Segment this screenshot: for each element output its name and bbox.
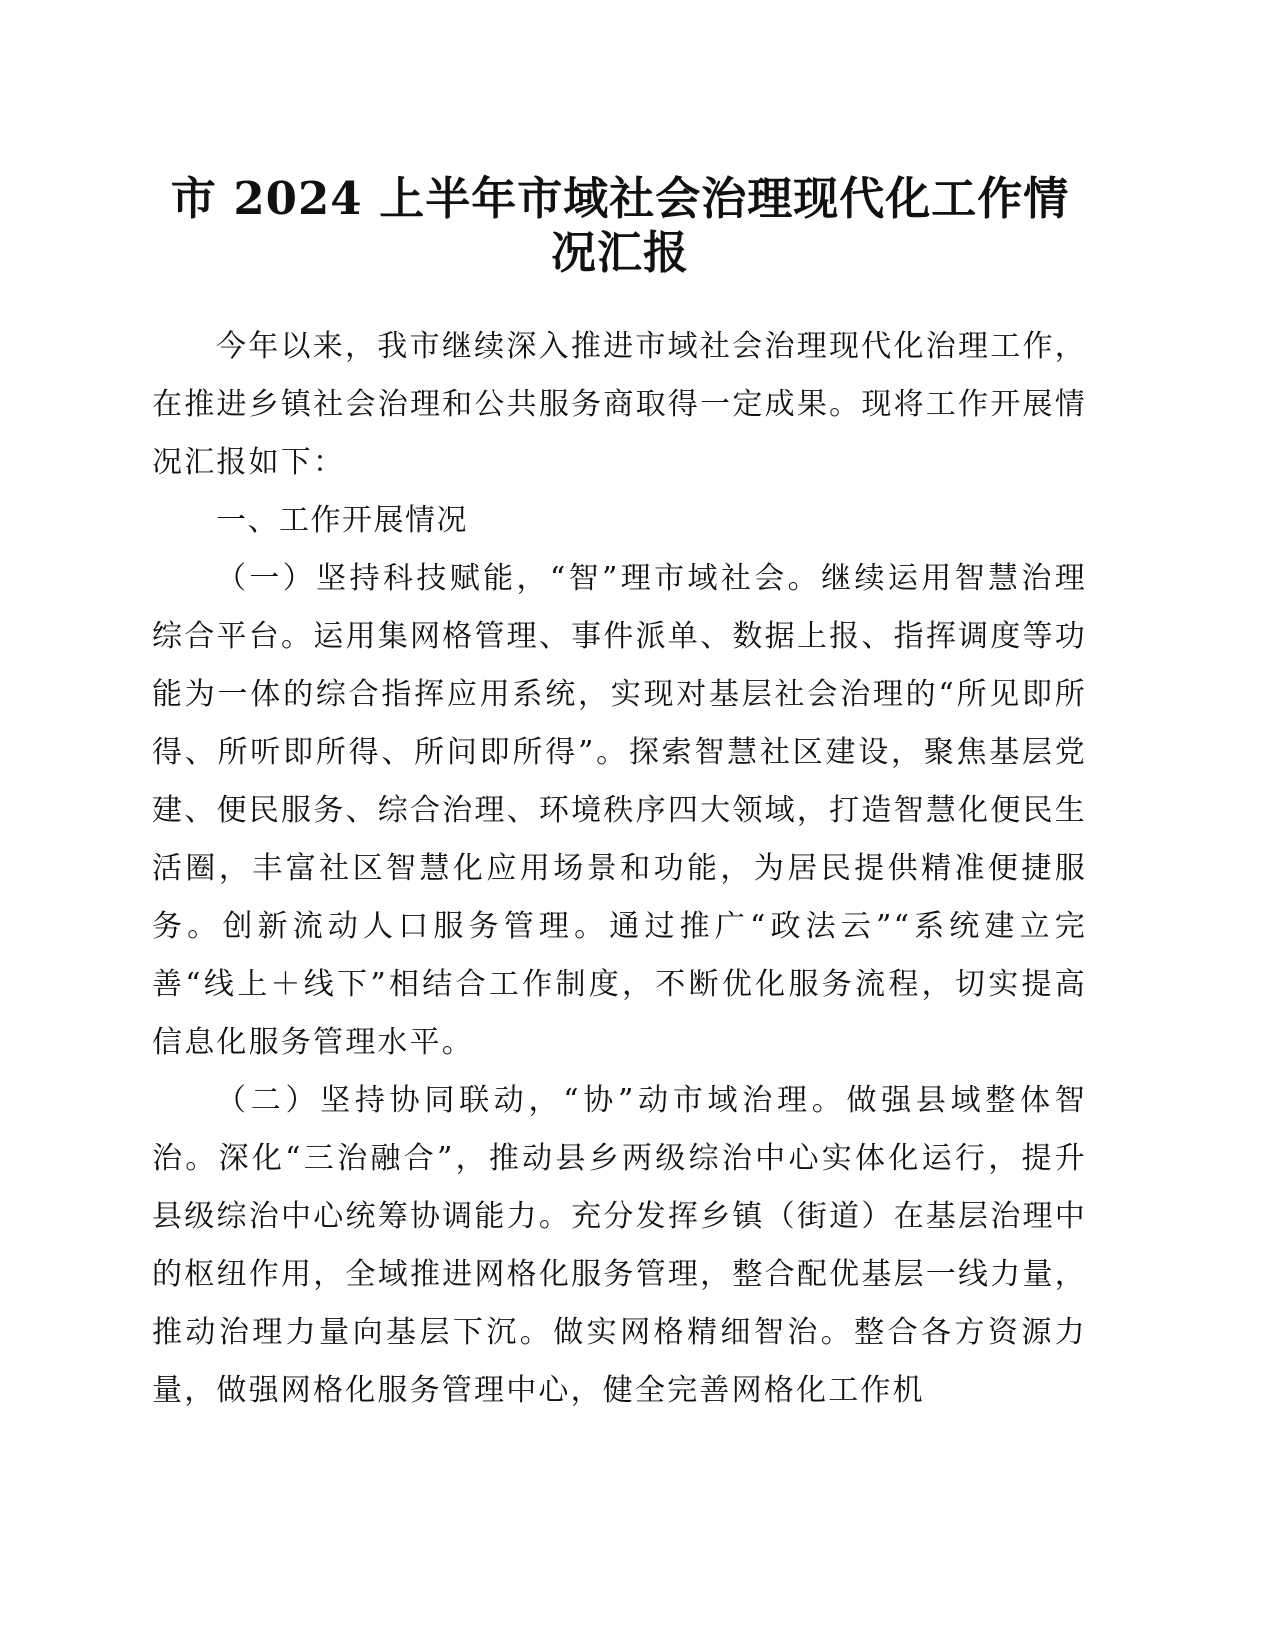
intro-paragraph: 今年以来，我市继续深入推进市域社会治理现代化治理工作，在推进乡镇社会治理和公共服务商取得一定成果。现将工作开展情况汇报如下： <box>152 329 1087 480</box>
document-body <box>152 318 1087 1420</box>
body-paragraph-1: （一）坚持科技赋能，“智”理市域社会。继续运用智慧治理综合平台。运用集网格管理、事件派单、数据上报、指挥调度等功能为一体的综合指挥应用系统，实现对基层社会治理的“所见即所得、所听即所得、所问即所得”。探索智慧社区建设，聚焦基层党建、便民服务、综合治理、环境秩序四大领域，打造智慧化便民生活圈，丰富社区智慧化应用场景和功能，为居民提供精准便捷服务。创新流动人口服务管理。通过推广“政法云”“系统建立完善“线上＋线下”相结合工作制度，不断优化服务流程，切实提高信息化服务管理水平。 <box>152 561 1087 1060</box>
body-paragraph-2: （二）坚持协同联动，“协”动市域治理。做强县域整体智治。深化“三治融合”，推动县乡两级综治中心实体化运行，提升县级综治中心统筹协调能力。充分发挥乡镇（街道）在基层治理中的枢纽作用，全域推进网格化服务管理，整合配优基层一线力量，推动治理力量向基层下沉。做实网格精细智治。整合各方资源力量，做强网格化服务管理中心，健全完善网格化工作机 <box>152 1083 1087 1408</box>
document-title: 市 2024 上半年市域社会治理现代化工作情况汇报 <box>170 172 1070 279</box>
section-heading: 一、工作开展情况 <box>216 503 468 538</box>
